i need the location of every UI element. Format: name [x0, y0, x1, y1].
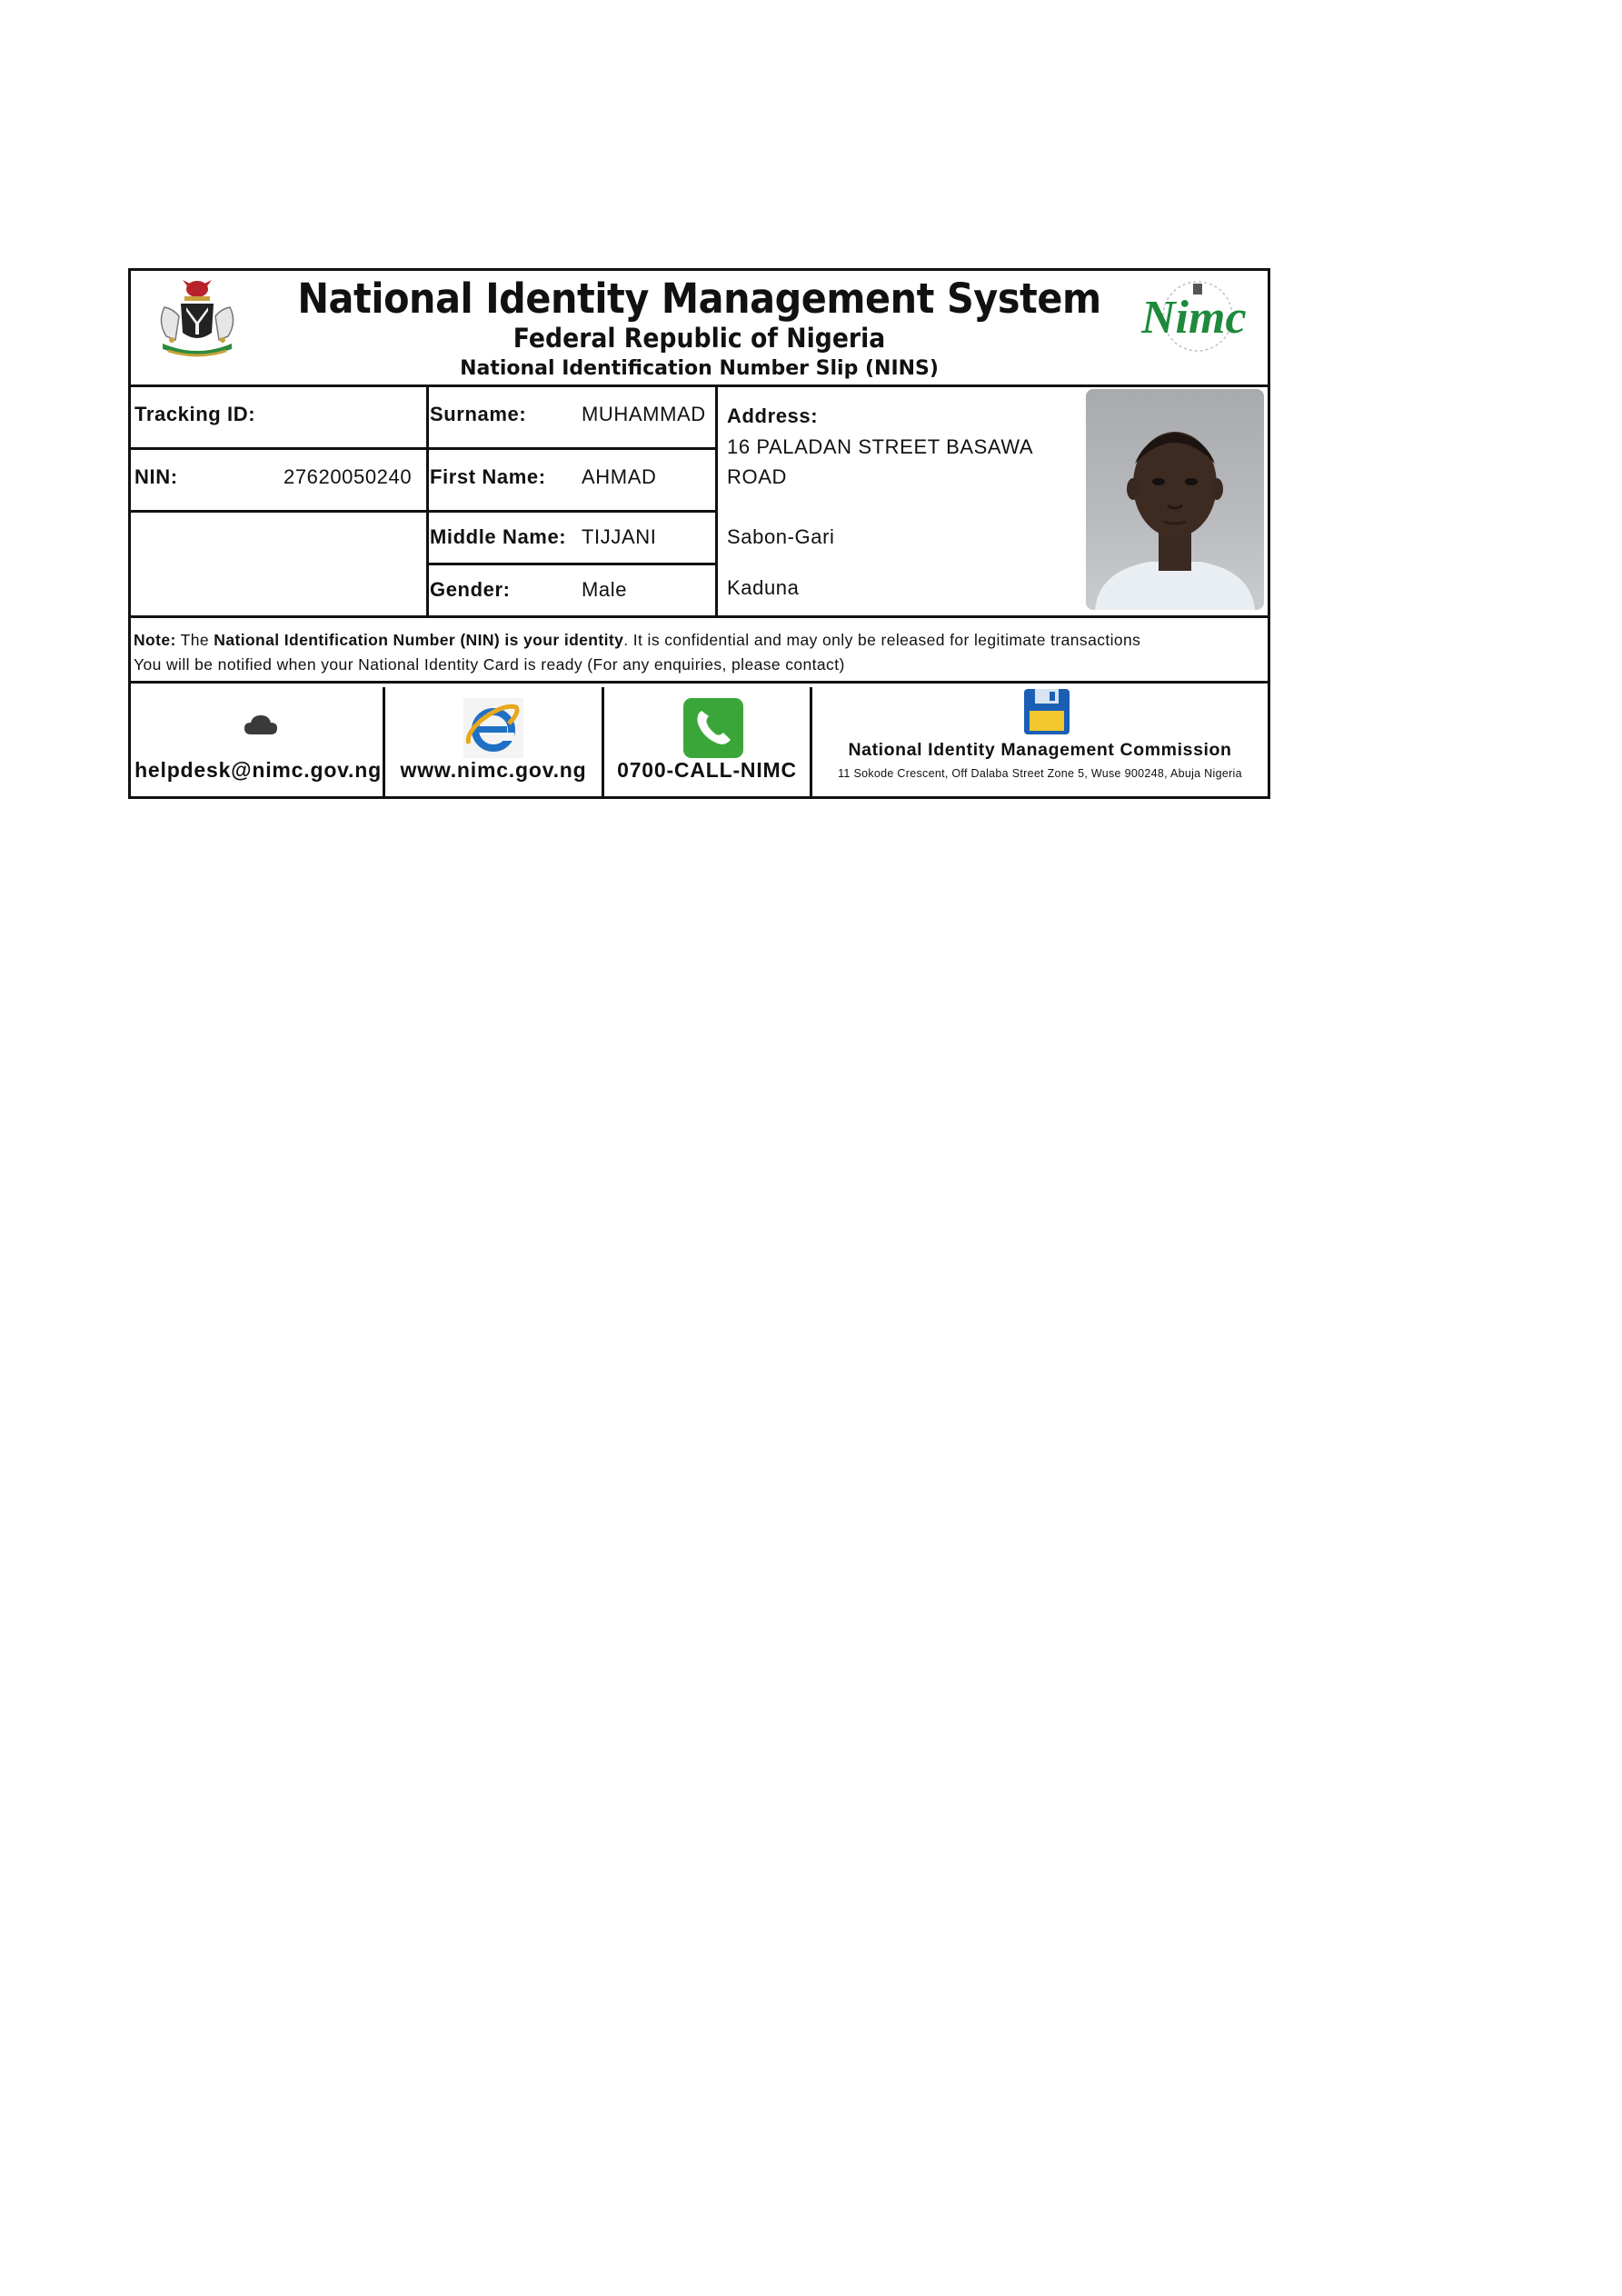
nin-slip — [128, 268, 1270, 799]
gender-value: Male — [582, 578, 628, 601]
middle-name-value: TIJJANI — [582, 525, 657, 548]
floppy-disk-icon — [1024, 689, 1070, 734]
note-text-2: . It is confidential and may only be released for legitimate transactions — [623, 631, 1141, 649]
nin-label: NIN: — [134, 465, 178, 488]
divider — [426, 384, 429, 617]
internet-explorer-icon — [463, 698, 523, 758]
divider — [131, 615, 1268, 618]
address-state: Kaduna — [727, 576, 800, 599]
country-name: Federal Republic of Nigeria — [512, 323, 886, 354]
tracking-id-label: Tracking ID: — [134, 403, 256, 425]
nimc-logo — [1141, 276, 1249, 358]
address-line1: 16 PALADAN STREET BASAWA — [727, 435, 1034, 458]
website-link[interactable]: www.nimc.gov.ng — [400, 758, 587, 782]
phone-icon — [683, 698, 743, 758]
slip-title: National Identity Management System — [297, 275, 1101, 323]
middle-name-label: Middle Name: — [430, 525, 567, 548]
first-name-value: AHMAD — [582, 465, 657, 488]
note-prefix: Note: — [134, 631, 176, 649]
surname-value: MUHAMMAD — [582, 403, 706, 425]
cloud-icon — [244, 714, 278, 736]
helpdesk-email[interactable]: helpdesk@nimc.gov.ng — [134, 758, 382, 782]
nin-value: 27620050240 — [284, 465, 413, 488]
gender-label: Gender: — [430, 578, 511, 601]
note-bold-text: National Identification Number (NIN) is your identity — [214, 631, 624, 649]
divider — [426, 563, 715, 565]
surname-label: Surname: — [430, 403, 527, 425]
divider — [131, 447, 715, 450]
org-address: 11 Sokode Crescent, Off Dalaba Street Zone 5, Wuse 900248, Abuja Nigeria — [838, 767, 1242, 780]
note-line-2: You will be notified when your National Identity Card is ready (For any enquiries, please contact) — [134, 655, 845, 674]
first-name-label: First Name: — [430, 465, 546, 488]
address-label: Address: — [727, 404, 819, 427]
address-lga: Sabon-Gari — [727, 525, 835, 548]
passport-photo — [1086, 389, 1264, 610]
note-text — [134, 628, 1140, 677]
nimc-logo-text: Nimc — [1141, 292, 1247, 344]
divider — [715, 384, 718, 617]
divider — [131, 681, 1268, 684]
org-name: National Identity Management Commission — [848, 740, 1232, 760]
portrait-image — [1086, 389, 1264, 610]
divider — [131, 384, 1268, 387]
divider — [131, 510, 715, 513]
slip-name: National Identification Number Slip (NINS) — [460, 357, 939, 380]
phone-number[interactable]: 0700-CALL-NIMC — [617, 758, 797, 782]
address-line2: ROAD — [727, 465, 787, 488]
note-text-1: The — [175, 631, 214, 649]
